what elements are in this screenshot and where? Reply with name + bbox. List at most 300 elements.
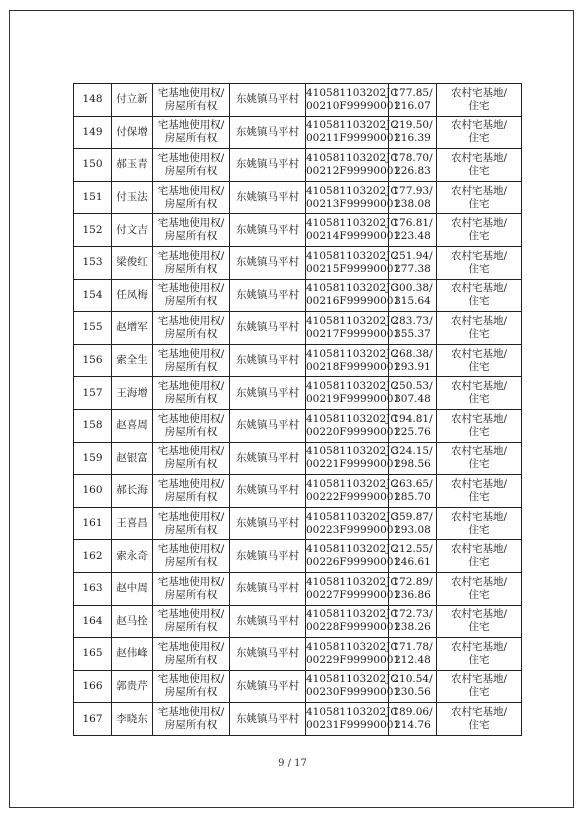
property-code-line: 410581103202JC (306, 673, 399, 686)
property-code-cell (306, 312, 401, 345)
property-code-cell (306, 442, 401, 475)
land-use-line: 住宅 (468, 327, 490, 340)
land-use-line: 农村宅基地/ (450, 347, 508, 360)
area-line: 307.48 (394, 393, 431, 406)
area-line: 178.70/ (392, 151, 433, 164)
row-number-cell: 157 (74, 377, 112, 410)
land-use-line: 农村宅基地/ (450, 477, 508, 490)
row-number-cell: 150 (74, 149, 112, 182)
area-line: 277.38 (394, 262, 431, 275)
area-cell (389, 638, 437, 671)
property-code-line: 00210F99990001 (306, 99, 401, 112)
right-type-line: 房屋所有权 (164, 295, 218, 308)
right-type-cell (153, 442, 230, 475)
right-type-line: 宅基地使用权/ (157, 510, 225, 523)
land-use-line: 住宅 (468, 99, 490, 112)
location-cell: 东姚镇马平村 (230, 409, 306, 442)
property-code-line: 410581103202JC (306, 347, 399, 360)
right-type-cell (153, 214, 230, 247)
area-line: 194.81/ (392, 412, 433, 425)
right-type-cell (153, 344, 230, 377)
owner-name-cell: 王海增 (112, 377, 153, 410)
table-row (74, 442, 522, 475)
location-cell: 东姚镇马平村 (230, 605, 306, 638)
property-code-line: 00211F99990001 (306, 132, 401, 145)
land-use-cell (437, 344, 522, 377)
location-cell: 东姚镇马平村 (230, 149, 306, 182)
location-cell: 东姚镇马平村 (230, 442, 306, 475)
area-cell (389, 246, 437, 279)
right-type-line: 房屋所有权 (164, 99, 218, 112)
row-number-cell: 161 (74, 507, 112, 540)
property-code-line: 00216F99990001 (306, 295, 401, 308)
property-code-cell (306, 605, 401, 638)
right-type-cell (153, 181, 230, 214)
right-type-cell (153, 638, 230, 671)
table-row (74, 149, 522, 182)
right-type-line: 房屋所有权 (164, 132, 218, 145)
row-number-cell: 154 (74, 279, 112, 312)
land-use-cell (437, 703, 522, 736)
table-row (74, 572, 522, 605)
right-type-cell (153, 475, 230, 508)
table-row (74, 116, 522, 149)
area-line: 230.56 (394, 686, 431, 699)
location-cell: 东姚镇马平村 (230, 703, 306, 736)
land-use-line: 农村宅基地/ (450, 543, 508, 556)
area-cell (389, 475, 437, 508)
right-type-line: 宅基地使用权/ (157, 673, 225, 686)
row-number-cell: 160 (74, 475, 112, 508)
location-cell: 东姚镇马平村 (230, 84, 306, 117)
right-type-line: 宅基地使用权/ (157, 314, 225, 327)
property-code-line: 00218F99990001 (306, 360, 401, 373)
land-use-line: 住宅 (468, 490, 490, 503)
area-line: 355.37 (394, 327, 431, 340)
area-line: 238.26 (394, 621, 431, 634)
right-type-line: 房屋所有权 (164, 425, 218, 438)
table-row (74, 344, 522, 377)
land-use-line: 农村宅基地/ (450, 575, 508, 588)
property-code-cell (306, 540, 401, 573)
property-code-line: 410581103202JC (306, 217, 399, 230)
right-type-line: 房屋所有权 (164, 686, 218, 699)
right-type-line: 宅基地使用权/ (157, 184, 225, 197)
land-use-line: 农村宅基地/ (450, 445, 508, 458)
right-type-cell (153, 540, 230, 573)
area-cell (389, 442, 437, 475)
area-cell (389, 344, 437, 377)
property-code-line: 410581103202JC (306, 249, 399, 262)
area-cell (389, 507, 437, 540)
location-cell: 东姚镇马平村 (230, 214, 306, 247)
area-cell (389, 540, 437, 573)
property-code-cell (306, 344, 401, 377)
row-number-cell: 155 (74, 312, 112, 345)
area-line: 210.54/ (392, 673, 433, 686)
right-type-line: 宅基地使用权/ (157, 249, 225, 262)
owner-name-cell: 付保增 (112, 116, 153, 149)
owner-name-cell: 郝玉青 (112, 149, 153, 182)
area-line: 189.06/ (392, 706, 433, 719)
property-rights-table (73, 83, 522, 736)
area-cell (389, 181, 437, 214)
location-cell: 东姚镇马平村 (230, 670, 306, 703)
right-type-cell (153, 572, 230, 605)
right-type-cell (153, 605, 230, 638)
right-type-line: 宅基地使用权/ (157, 217, 225, 230)
land-use-line: 农村宅基地/ (450, 673, 508, 686)
table-row (74, 214, 522, 247)
property-code-line: 410581103202JC (306, 86, 399, 99)
right-type-cell (153, 670, 230, 703)
table-row (74, 638, 522, 671)
table-row (74, 670, 522, 703)
row-number-cell: 166 (74, 670, 112, 703)
area-line: 216.07 (394, 99, 431, 112)
row-number-cell: 151 (74, 181, 112, 214)
table-row (74, 540, 522, 573)
land-use-cell (437, 409, 522, 442)
land-use-cell (437, 572, 522, 605)
area-line: 238.08 (394, 197, 431, 210)
land-use-cell (437, 442, 522, 475)
right-type-line: 宅基地使用权/ (157, 282, 225, 295)
land-use-line: 住宅 (468, 523, 490, 536)
location-cell: 东姚镇马平村 (230, 312, 306, 345)
area-line: 212.48 (394, 653, 431, 666)
owner-name-cell: 王喜昌 (112, 507, 153, 540)
owner-name-cell: 索永奇 (112, 540, 153, 573)
land-use-cell (437, 540, 522, 573)
location-cell: 东姚镇马平村 (230, 572, 306, 605)
row-number-cell: 163 (74, 572, 112, 605)
right-type-cell (153, 84, 230, 117)
owner-name-cell: 郝长海 (112, 475, 153, 508)
table-row (74, 605, 522, 638)
property-code-line: 410581103202JC (306, 282, 399, 295)
land-use-cell (437, 507, 522, 540)
row-number-cell: 165 (74, 638, 112, 671)
area-line: 225.76 (394, 425, 431, 438)
right-type-line: 宅基地使用权/ (157, 477, 225, 490)
area-line: 171.78/ (392, 640, 433, 653)
property-code-line: 410581103202JC (306, 184, 399, 197)
row-number-cell: 159 (74, 442, 112, 475)
right-type-line: 宅基地使用权/ (157, 412, 225, 425)
land-use-line: 农村宅基地/ (450, 380, 508, 393)
land-use-cell (437, 605, 522, 638)
property-code-line: 00219F99990001 (306, 393, 401, 406)
property-code-cell (306, 116, 401, 149)
land-use-line: 住宅 (468, 132, 490, 145)
row-number-cell: 149 (74, 116, 112, 149)
property-code-cell (306, 638, 401, 671)
property-code-line: 00221F99990001 (306, 458, 401, 471)
area-cell (389, 279, 437, 312)
property-code-line: 00230F99990001 (306, 686, 401, 699)
land-use-cell (437, 246, 522, 279)
land-use-line: 住宅 (468, 164, 490, 177)
area-cell (389, 377, 437, 410)
land-use-cell (437, 214, 522, 247)
property-code-line: 410581103202JC (306, 380, 399, 393)
owner-name-cell: 赵喜周 (112, 409, 153, 442)
land-use-cell (437, 670, 522, 703)
right-type-line: 房屋所有权 (164, 556, 218, 569)
land-use-cell (437, 279, 522, 312)
land-use-line: 住宅 (468, 458, 490, 471)
location-cell: 东姚镇马平村 (230, 475, 306, 508)
location-cell: 东姚镇马平村 (230, 181, 306, 214)
property-code-cell (306, 572, 401, 605)
property-code-line: 00213F99990001 (306, 197, 401, 210)
right-type-line: 房屋所有权 (164, 523, 218, 536)
land-use-line: 住宅 (468, 425, 490, 438)
land-use-cell (437, 116, 522, 149)
property-code-cell (306, 214, 401, 247)
row-number-cell: 162 (74, 540, 112, 573)
right-type-line: 房屋所有权 (164, 327, 218, 340)
land-use-line: 农村宅基地/ (450, 282, 508, 295)
right-type-line: 房屋所有权 (164, 230, 218, 243)
row-number-cell: 152 (74, 214, 112, 247)
area-line: 251.94/ (392, 249, 433, 262)
property-code-line: 410581103202JC (306, 151, 399, 164)
area-line: 283.73/ (392, 314, 433, 327)
land-use-line: 住宅 (468, 556, 490, 569)
right-type-line: 宅基地使用权/ (157, 575, 225, 588)
land-use-line: 农村宅基地/ (450, 412, 508, 425)
location-cell: 东姚镇马平村 (230, 246, 306, 279)
table-body (74, 84, 522, 736)
land-use-line: 住宅 (468, 719, 490, 732)
row-number-cell: 153 (74, 246, 112, 279)
table-row (74, 312, 522, 345)
land-use-line: 住宅 (468, 621, 490, 634)
land-use-line: 住宅 (468, 393, 490, 406)
area-cell (389, 312, 437, 345)
property-code-line: 00214F99990001 (306, 230, 401, 243)
land-use-cell (437, 84, 522, 117)
land-use-line: 农村宅基地/ (450, 640, 508, 653)
area-line: 236.86 (394, 588, 431, 601)
land-use-cell (437, 149, 522, 182)
location-cell: 东姚镇马平村 (230, 540, 306, 573)
property-code-cell (306, 377, 401, 410)
area-line: 268.38/ (392, 347, 433, 360)
owner-name-cell: 任凤梅 (112, 279, 153, 312)
property-code-cell (306, 409, 401, 442)
location-cell: 东姚镇马平村 (230, 638, 306, 671)
land-use-line: 农村宅基地/ (450, 184, 508, 197)
right-type-line: 宅基地使用权/ (157, 608, 225, 621)
area-cell (389, 670, 437, 703)
land-use-cell (437, 312, 522, 345)
area-line: 177.85/ (392, 86, 433, 99)
right-type-cell (153, 246, 230, 279)
right-type-cell (153, 312, 230, 345)
table-row (74, 409, 522, 442)
table-row (74, 377, 522, 410)
area-line: 214.76 (394, 719, 431, 732)
area-line: 216.39 (394, 132, 431, 145)
area-line: 246.61 (394, 556, 431, 569)
area-line: 315.64 (394, 295, 431, 308)
area-line: 300.38/ (392, 282, 433, 295)
property-code-line: 410581103202JC (306, 119, 399, 132)
property-code-cell (306, 84, 401, 117)
right-type-line: 宅基地使用权/ (157, 119, 225, 132)
area-line: 177.93/ (392, 184, 433, 197)
property-code-line: 410581103202JC (306, 543, 399, 556)
land-use-line: 住宅 (468, 686, 490, 699)
property-code-line: 410581103202JC (306, 640, 399, 653)
table-row (74, 181, 522, 214)
area-line: 293.91 (394, 360, 431, 373)
right-type-line: 房屋所有权 (164, 393, 218, 406)
property-code-line: 00217F99990001 (306, 327, 401, 340)
right-type-line: 房屋所有权 (164, 360, 218, 373)
area-line: 250.53/ (392, 380, 433, 393)
table-row (74, 475, 522, 508)
property-code-line: 410581103202JC (306, 314, 399, 327)
table-row (74, 507, 522, 540)
area-line: 212.55/ (392, 543, 433, 556)
right-type-line: 房屋所有权 (164, 653, 218, 666)
property-code-line: 00229F99990001 (306, 653, 401, 666)
property-code-line: 410581103202JC (306, 608, 399, 621)
land-use-line: 住宅 (468, 295, 490, 308)
area-line: 324.15/ (392, 445, 433, 458)
property-code-line: 410581103202JC (306, 477, 399, 490)
property-code-cell (306, 181, 401, 214)
property-code-line: 00220F99990001 (306, 425, 401, 438)
right-type-line: 房屋所有权 (164, 490, 218, 503)
land-use-cell (437, 475, 522, 508)
location-cell: 东姚镇马平村 (230, 116, 306, 149)
area-line: 176.81/ (392, 217, 433, 230)
row-number-cell: 167 (74, 703, 112, 736)
right-type-line: 房屋所有权 (164, 458, 218, 471)
right-type-line: 宅基地使用权/ (157, 347, 225, 360)
property-code-line: 00231F99990001 (306, 719, 401, 732)
right-type-cell (153, 703, 230, 736)
owner-name-cell: 赵伟峰 (112, 638, 153, 671)
land-use-line: 住宅 (468, 230, 490, 243)
table-row (74, 279, 522, 312)
land-use-line: 农村宅基地/ (450, 608, 508, 621)
property-code-line: 00226F99990001 (306, 556, 401, 569)
row-number-cell: 148 (74, 84, 112, 117)
right-type-line: 宅基地使用权/ (157, 86, 225, 99)
property-code-line: 00215F99990001 (306, 262, 401, 275)
right-type-line: 房屋所有权 (164, 262, 218, 275)
owner-name-cell: 赵马拴 (112, 605, 153, 638)
land-use-line: 住宅 (468, 262, 490, 275)
owner-name-cell: 付玉法 (112, 181, 153, 214)
land-use-line: 农村宅基地/ (450, 119, 508, 132)
land-use-line: 农村宅基地/ (450, 314, 508, 327)
area-line: 219.50/ (392, 119, 433, 132)
right-type-line: 宅基地使用权/ (157, 380, 225, 393)
area-line: 298.56 (394, 458, 431, 471)
right-type-line: 宅基地使用权/ (157, 543, 225, 556)
property-code-cell (306, 670, 401, 703)
area-cell (389, 703, 437, 736)
property-code-line: 410581103202JC (306, 445, 399, 458)
table-row (74, 703, 522, 736)
land-use-line: 住宅 (468, 588, 490, 601)
area-line: 226.83 (394, 164, 431, 177)
right-type-line: 房屋所有权 (164, 719, 218, 732)
land-use-cell (437, 377, 522, 410)
right-type-cell (153, 507, 230, 540)
area-line: 223.48 (394, 230, 431, 243)
right-type-line: 房屋所有权 (164, 588, 218, 601)
right-type-line: 房屋所有权 (164, 164, 218, 177)
right-type-cell (153, 279, 230, 312)
property-code-cell (306, 507, 401, 540)
owner-name-cell: 付文吉 (112, 214, 153, 247)
land-use-line: 住宅 (468, 360, 490, 373)
owner-name-cell: 赵银富 (112, 442, 153, 475)
table-row (74, 246, 522, 279)
area-cell (389, 605, 437, 638)
location-cell: 东姚镇马平村 (230, 377, 306, 410)
location-cell: 东姚镇马平村 (230, 344, 306, 377)
owner-name-cell: 付立新 (112, 84, 153, 117)
location-cell: 东姚镇马平村 (230, 507, 306, 540)
right-type-cell (153, 116, 230, 149)
property-code-cell (306, 475, 401, 508)
row-number-cell: 156 (74, 344, 112, 377)
area-cell (389, 116, 437, 149)
land-use-line: 农村宅基地/ (450, 86, 508, 99)
right-type-line: 宅基地使用权/ (157, 151, 225, 164)
owner-name-cell: 赵中周 (112, 572, 153, 605)
right-type-line: 宅基地使用权/ (157, 706, 225, 719)
property-code-cell (306, 703, 401, 736)
right-type-cell (153, 149, 230, 182)
owner-name-cell: 郭贵芹 (112, 670, 153, 703)
owner-name-cell: 赵增军 (112, 312, 153, 345)
area-line: 293.08 (394, 523, 431, 536)
property-code-line: 410581103202JC (306, 706, 399, 719)
area-cell (389, 149, 437, 182)
land-use-cell (437, 181, 522, 214)
property-code-line: 00227F99990001 (306, 588, 401, 601)
area-cell (389, 572, 437, 605)
table-row (74, 84, 522, 117)
property-code-line: 410581103202JC (306, 412, 399, 425)
area-line: 172.73/ (392, 608, 433, 621)
right-type-line: 房屋所有权 (164, 621, 218, 634)
land-use-line: 住宅 (468, 653, 490, 666)
property-code-cell (306, 246, 401, 279)
right-type-line: 宅基地使用权/ (157, 640, 225, 653)
property-code-line: 00212F99990001 (306, 164, 401, 177)
land-use-line: 农村宅基地/ (450, 249, 508, 262)
property-code-line: 410581103202JC (306, 575, 399, 588)
owner-name-cell: 索全生 (112, 344, 153, 377)
right-type-line: 宅基地使用权/ (157, 445, 225, 458)
property-code-line: 00228F99990001 (306, 621, 401, 634)
area-line: 285.70 (394, 490, 431, 503)
land-use-line: 农村宅基地/ (450, 151, 508, 164)
row-number-cell: 158 (74, 409, 112, 442)
owner-name-cell: 梁俊红 (112, 246, 153, 279)
